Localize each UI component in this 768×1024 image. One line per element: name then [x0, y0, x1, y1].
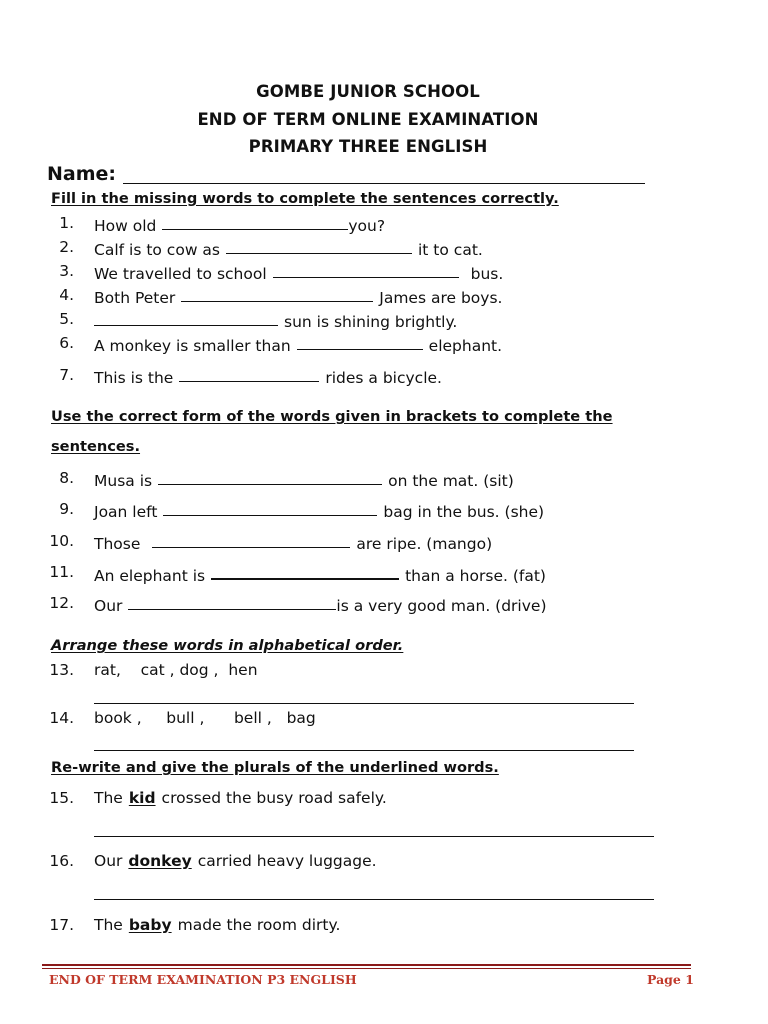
question-number: 14. — [49, 709, 74, 727]
name-label: Name: — [47, 163, 117, 185]
question-text: on the mat. (sit) — [388, 471, 514, 490]
question-number: 12. — [49, 594, 74, 612]
question-number: 1. — [59, 214, 74, 232]
underlined-word: kid — [128, 789, 156, 807]
name-field[interactable] — [123, 183, 645, 184]
question-text: Musa is — [94, 471, 153, 490]
question-text: How old — [94, 216, 157, 235]
answer-blank[interactable] — [152, 531, 350, 548]
question-number: 10. — [49, 532, 74, 550]
question-text: The — [94, 789, 123, 807]
question-text: Calf is to cow as — [94, 240, 220, 259]
answer-blank[interactable] — [128, 593, 336, 610]
question-number: 17. — [49, 916, 74, 934]
question-text: carried heavy luggage. — [197, 852, 377, 870]
footer-rule-thin — [42, 968, 691, 969]
subject-title: PRIMARY THREE ENGLISH — [248, 137, 488, 156]
question-text: A monkey is smaller than — [94, 336, 291, 355]
question-number: 7. — [59, 366, 74, 384]
section-heading-fill-missing: Fill in the missing words to complete the sentences correctly. — [51, 190, 559, 207]
answer-line[interactable] — [94, 703, 634, 704]
section-heading-correct-form: Use the correct form of the words given in brackets to complete the — [51, 408, 613, 425]
page-number: Page 1 — [647, 972, 694, 987]
answer-line[interactable] — [94, 836, 654, 837]
question-number: 11. — [49, 563, 74, 581]
question-text: bag in the bus. (she) — [383, 502, 545, 521]
answer-blank[interactable] — [179, 365, 319, 382]
question-number: 8. — [59, 469, 74, 487]
question-text: than a horse. (fat) — [405, 566, 546, 585]
question-number: 4. — [59, 286, 74, 304]
footer-rule-thick — [42, 964, 691, 966]
question-text: are ripe. (mango) — [356, 534, 493, 553]
answer-blank[interactable] — [297, 333, 423, 350]
footer-title: END OF TERM EXAMINATION P3 ENGLISH — [49, 972, 357, 987]
answer-blank[interactable] — [211, 562, 399, 580]
exam-title: END OF TERM ONLINE EXAMINATION — [197, 110, 539, 129]
section-heading-correct-form-cont: sentences. — [51, 438, 141, 455]
question-text: is a very good man. (drive) — [336, 596, 547, 615]
question-text: rat, cat , dog , hen — [94, 661, 258, 679]
question-number: 13. — [49, 661, 74, 679]
question-text: Joan left — [94, 502, 158, 521]
question-text: Those — [94, 534, 141, 553]
answer-blank[interactable] — [158, 468, 382, 485]
answer-blank[interactable] — [163, 499, 377, 516]
question-text: made the room dirty. — [177, 916, 341, 934]
answer-blank[interactable] — [273, 261, 459, 278]
question-text: We travelled to school — [94, 264, 267, 283]
underlined-word: baby — [128, 916, 172, 934]
question-text: you? — [348, 216, 386, 235]
question-number: 5. — [59, 310, 74, 328]
answer-line[interactable] — [94, 750, 634, 751]
question-text: book , bull , bell , bag — [94, 709, 316, 727]
question-number: 15. — [49, 789, 74, 807]
question-text: rides a bicycle. — [325, 368, 442, 387]
answer-blank[interactable] — [94, 309, 278, 326]
question-text: Our — [94, 596, 123, 615]
section-heading-plurals: Re-write and give the plurals of the underlined words. — [51, 759, 499, 776]
school-title: GOMBE JUNIOR SCHOOL — [256, 82, 480, 101]
section-heading-alphabetical: Arrange these words in alphabetical order. — [51, 637, 404, 654]
answer-line[interactable] — [94, 899, 654, 900]
question-number: 9. — [59, 500, 74, 518]
question-number: 3. — [59, 262, 74, 280]
question-text: elephant. — [428, 336, 503, 355]
answer-blank[interactable] — [181, 285, 373, 302]
question-text: Both Peter — [94, 288, 176, 307]
question-text: Our — [94, 852, 123, 870]
question-text: The — [94, 916, 123, 934]
question-text: This is the — [94, 368, 174, 387]
answer-blank[interactable] — [162, 213, 348, 230]
underlined-word: donkey — [128, 852, 192, 870]
question-number: 16. — [49, 852, 74, 870]
question-text: bus. — [470, 264, 504, 283]
answer-blank[interactable] — [226, 237, 412, 254]
question-number: 2. — [59, 238, 74, 256]
question-text: sun is shining brightly. — [284, 312, 458, 331]
question-text: it to cat. — [418, 240, 483, 259]
question-text: An elephant is — [94, 566, 206, 585]
question-text: James are boys. — [379, 288, 503, 307]
question-number: 6. — [59, 334, 74, 352]
question-text: crossed the busy road safely. — [161, 789, 387, 807]
